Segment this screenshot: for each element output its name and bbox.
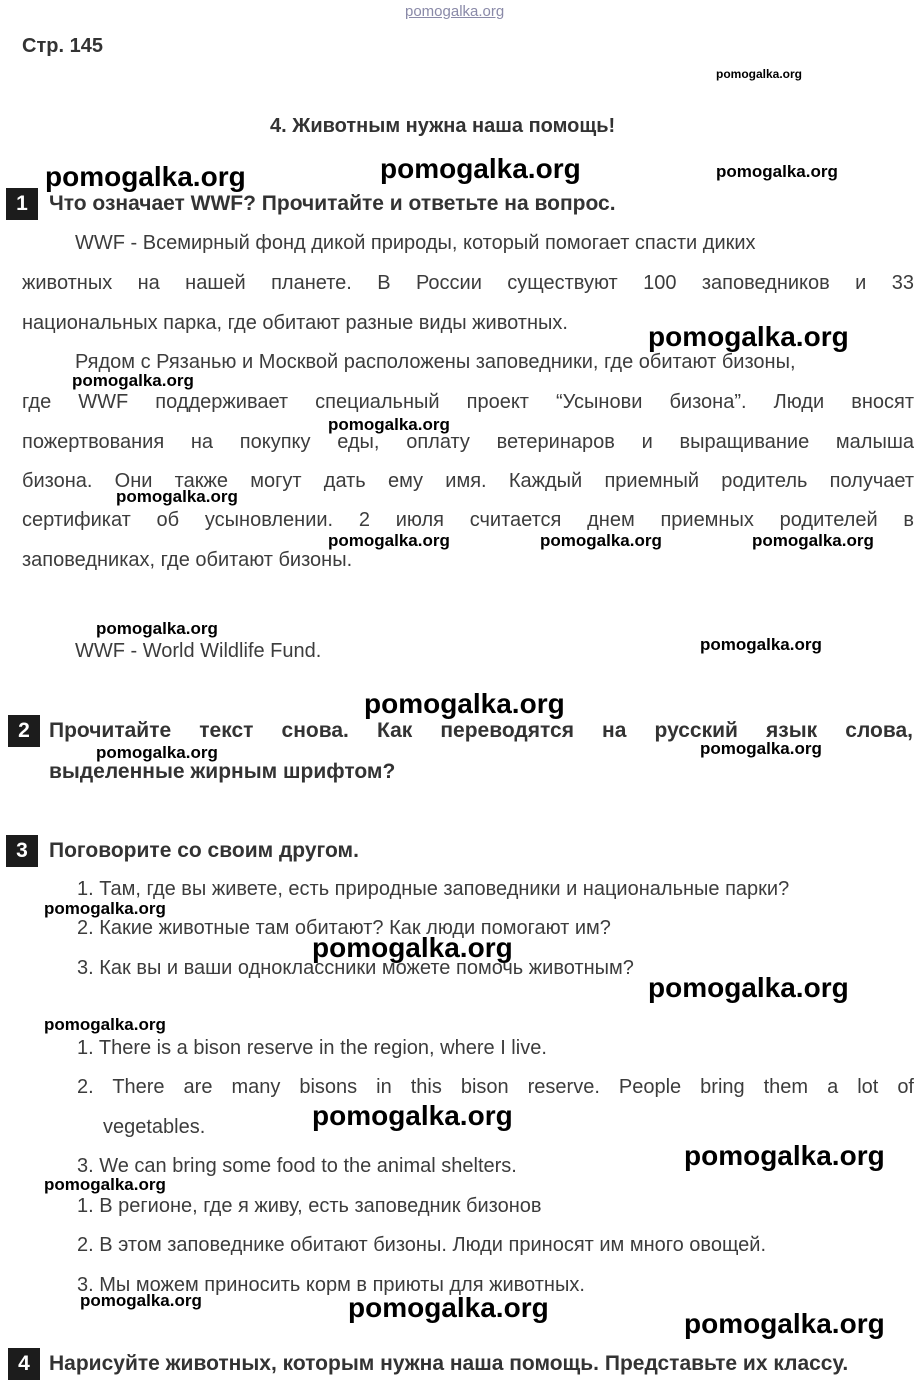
watermark: pomogalka.org — [80, 1291, 202, 1310]
watermark: pomogalka.org — [380, 153, 581, 184]
task4-title: Нарисуйте животных, которым нужна наша помощь. Представьте их классу. — [49, 1352, 849, 1375]
watermark: pomogalka.org — [540, 531, 662, 550]
answer-line: сертификат об усыновлении. 2 июля считается днем приемных родителей в — [22, 509, 914, 531]
watermark: pomogalka.org — [44, 1175, 166, 1194]
watermark: pomogalka.org — [328, 531, 450, 550]
english-answer-line: 1. There is a bison reserve in the region, where I live. — [77, 1037, 547, 1059]
english-answer: WWF - World Wildlife Fund. — [75, 640, 322, 662]
watermark: pomogalka.org — [648, 321, 849, 352]
watermark: pomogalka.org — [716, 162, 838, 181]
watermark: pomogalka.org — [312, 1100, 513, 1131]
watermark: pomogalka.org — [348, 1292, 549, 1323]
answer-line: национальных парка, где обитают разные виды животных. — [22, 312, 568, 334]
question-line: 3. Как вы и ваши одноклассники можете помочь животным? — [77, 957, 634, 979]
watermark: pomogalka.org — [72, 371, 194, 390]
task2-title-line: выделенные жирным шрифтом? — [49, 760, 396, 783]
answer-line: животных на нашей планете. В России существуют 100 заповедников и 33 — [22, 272, 914, 294]
watermark: pomogalka.org — [716, 67, 803, 81]
question-line: 1. Там, где вы живете, есть природные заповедники и национальные парки? — [77, 878, 790, 900]
task-number-badge: 2 — [8, 715, 40, 747]
task-number-badge: 1 — [6, 188, 38, 220]
english-answer-line: 3. We can bring some food to the animal shelters. — [77, 1155, 517, 1177]
answer-line: заповедниках, где обитают бизоны. — [22, 549, 353, 571]
watermark: pomogalka.org — [44, 1015, 166, 1034]
watermark: pomogalka.org — [700, 635, 822, 654]
watermark: pomogalka.org — [700, 739, 822, 758]
task2-title-line: Прочитайте текст снова. Как переводятся на русский язык слова, — [49, 719, 913, 742]
english-answer-line: 2. There are many bisons in this bison reserve. People bring them a lot of — [77, 1076, 914, 1098]
watermark: pomogalka.org — [44, 899, 166, 918]
top-watermark: pomogalka.org — [405, 3, 505, 20]
answer-line: WWF - Всемирный фонд дикой природы, который помогает спасти диких — [75, 232, 756, 254]
answer-line: пожертвования на покупку еды, оплату ветеринаров и выращивание малыша — [22, 431, 914, 453]
task-number-badge: 4 — [8, 1348, 40, 1380]
task-number-badge: 3 — [6, 835, 38, 867]
russian-answer-line: 1. В регионе, где я живу, есть заповедник бизонов — [77, 1195, 542, 1217]
watermark: pomogalka.org — [96, 743, 218, 762]
russian-answer-line: 3. Мы можем приносить корм в приюты для животных. — [77, 1274, 585, 1296]
answer-line: бизона. Они также могут дать ему имя. Каждый приемный родитель получает — [22, 470, 914, 492]
russian-answer-line: 2. В этом заповеднике обитают бизоны. Люди приносят им много овощей. — [77, 1234, 767, 1256]
watermark: pomogalka.org — [648, 972, 849, 1003]
watermark: pomogalka.org — [116, 487, 238, 506]
lesson-title: 4. Животным нужна наша помощь! — [270, 115, 616, 137]
answer-line: где WWF поддерживает специальный проект “Усынови бизона”. Люди вносят — [22, 391, 914, 413]
watermark: pomogalka.org — [364, 688, 565, 719]
english-answer-line: vegetables. — [103, 1116, 206, 1138]
answer-line: Рядом с Рязанью и Москвой расположены заповедники, где обитают бизоны, — [75, 351, 796, 373]
task1-title: Что означает WWF? Прочитайте и ответьте на вопрос. — [49, 192, 616, 215]
question-line: 2. Какие животные там обитают? Как люди помогают им? — [77, 917, 611, 939]
watermark: pomogalka.org — [752, 531, 874, 550]
page-label: Стр. 145 — [22, 35, 103, 57]
watermark: pomogalka.org — [328, 415, 450, 434]
watermark: pomogalka.org — [96, 619, 218, 638]
watermark: pomogalka.org — [684, 1308, 885, 1339]
watermark: pomogalka.org — [45, 161, 246, 192]
watermark: pomogalka.org — [684, 1140, 885, 1171]
watermark: pomogalka.org — [312, 932, 513, 963]
task3-title: Поговорите со своим другом. — [49, 839, 359, 862]
